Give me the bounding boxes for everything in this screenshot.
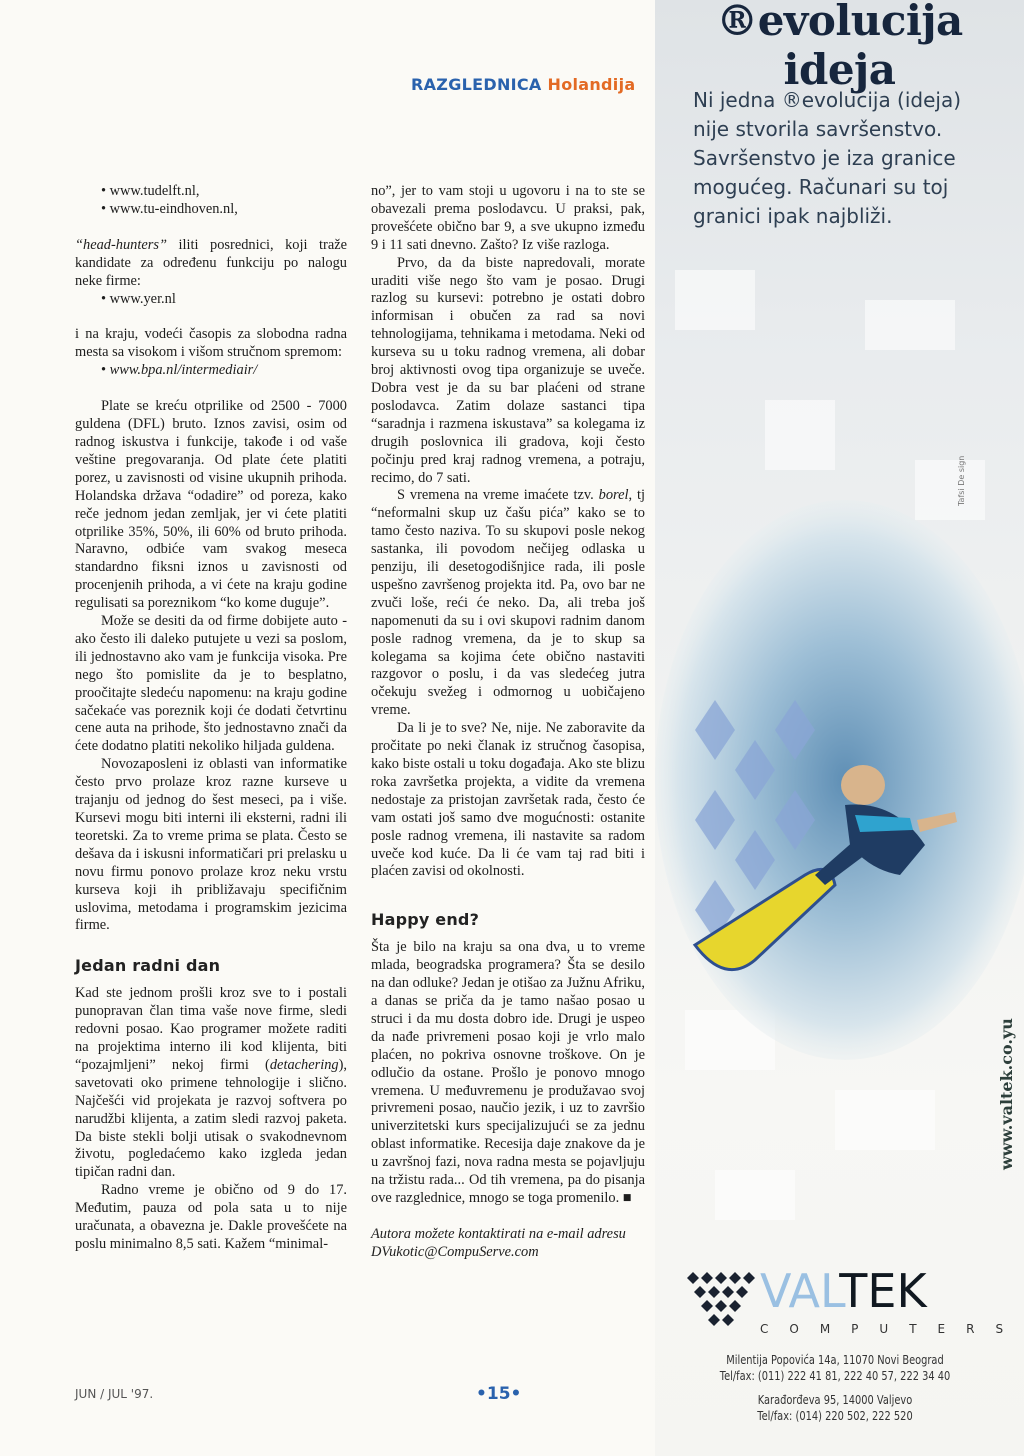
bullet-item: • www.bpa.nl/intermediair/ (101, 362, 258, 379)
advertisement (655, 0, 1024, 1456)
paragraph: Prvo, da da biste napredovali, morate uraditi više nego što vam je posao. Drugi razlog su kursevi: potrebno je ostati dobro informisan i obučen za rad sa novi tehnologijama, tehnikama i metodama. Neki od kurseva su u toku radnog vremena, ali dobar broj aktivnosti ovog tipa organizuje se uveče. Dobra vest je da su bar plaćeni od strane poslodavca. Zatim dolaze sastanci tipa “saradnja i razmena iskustava” sa kolegama iz drugih poslovnica ili gradova, koji često počinju pred kraj radnog vremena, a potraju, recimo, do 7 sati. (371, 254, 645, 486)
valtek-logo-mark (685, 1268, 765, 1328)
valtek-address (670, 1352, 1000, 1424)
paragraph: Može se desiti da od firme dobijete auto - ako često ili daleko putujete u vezi sa poslom, ili jednostavno ako vam je funkcija visoka. Pre nego što pomislite da je to besplatno, proočitajte sledeću napomenu: na kraju godine sačekaće vas poreznik koji će dodati četvrtinu cene auta na prihode, što jednostavno znači da ćete dodatno platiti nekoliko hiljada guldena. (75, 613, 347, 755)
paragraph: i na kraju, vodeći časopis za slobodna radna mesta sa visokom i višom stručnom spremom: (75, 326, 347, 361)
address-line: Tel/fax: (011) 222 41 81, 222 40 57, 222 34 40 (719, 1369, 951, 1383)
subheading: Jedan radni dan (75, 956, 221, 976)
paragraph: Radno vreme je obično od 9 do 17. Međutim, pauza od pola sata u to nije uračunata, a obavezna je. Dakle provešćete na poslu minimalno 8,5 sati. Kažem “minimal- (75, 1182, 347, 1252)
author-contact-label: Autora možete kontaktirati na e-mail adresu (371, 1225, 626, 1242)
issue-date: JUN / JUL '97. (75, 1387, 154, 1401)
paragraph: Novozaposleni iz oblasti van informatike često prvo prolaze kroz razne kurseve u trajanju od jednog do šest meseci, pa i više. Kursevi mogu biti interni ili eksterni, radni ili teoretski. Za to vreme prima se plata. Često se dešava da i iskusni informatičari pri prelasku u novu firmu ponovo prolaze kroz neku vrstu kurseva koji ih približavaju specifičnim uslovima, metodama i programskim jezicima firme. (75, 756, 347, 934)
author-email: DVukotic@CompuServe.com (371, 1243, 539, 1260)
paragraph: “head-hunters” iliti posrednici, koji traže kandidate za određenu funkciju po nalogu neke firme: (75, 236, 347, 289)
valtek-wordmark: VALTEK (760, 1264, 927, 1318)
address-line: Milentija Popovića 14a, 11070 Novi Beograd (726, 1353, 944, 1367)
bullet-item: • www.tudelft.nl, (101, 183, 200, 199)
paragraph: S vremena na vreme imaćete tzv. borel, tj “neformalni skup uz čašu pića” kako se to tamo često naziva. To su skupovi posle nekog sastanka, ili povodom nečijeg odlaska u penziju, ili desetogodišnjice rada, ili posle uspešno završenog projekta itd. Pa, ovo bar ne zvuči loše, reći će neko. Da, ali treba još napomenuti da su i ovi skupovi radnim danom posle radnog vremena, da je to skup sa kolegama sa kojima ćete obično nastaviti razgovor o poslu, i da vas sledećeg jutra očekuju svežeg i odmornog u uobičajeno vreme. (371, 487, 645, 719)
wave-splash (655, 500, 1024, 1060)
paragraph: no”, jer to vam stoji u ugovoru i na to ste se obavezali prema poslodavcu. U praksi, pak, provešćete obično bar 9, a sve ukupno između 9 i 11 sati dnevno. Zašto? Iz više razloga. (371, 183, 645, 253)
bullet-item: • www.yer.nl (101, 290, 176, 307)
article-column-2 (371, 183, 645, 1262)
paragraph: Da li je to sve? Ne, nije. Ne zaboravite da pročitate po neki članak iz stručnog časopisa, kako biste ostali u toku događaja. Ako ste blizu roka završetka projekta, a vidite da vremena nedostaje za pristojan završetak rada, često će vam ostati još samo dve mogućnosti: ostanite posle radnog vremena, ili nastavite sa radom uveče kod kuće. Da li će vam taj rad biti i plaćen zavisi od okolnosti. (371, 720, 645, 880)
section-header (411, 75, 635, 94)
valtek-subtitle: COMPUTERS (760, 1322, 1024, 1336)
section-name: RAZGLEDNICA (411, 75, 542, 94)
section-country: Holandija (547, 75, 636, 94)
ad-website: www.valtek.co.yu (997, 1018, 1016, 1170)
paragraph: Plate se kreću otprilike od 2500 - 7000 guldena (DFL) bruto. Iznos zavisi, osim od radnog iskustva i funkcije, takođe i od vaše veštine pregovaranja. Od plate ćete platiti porez, u zavisnosti od visine ukupnih prihoda. Holandska država “odadire” od poreza, kako reče jednom jedan zemljak, jer vi ćete platiti otprilike 35%, 50%, ili 60% od bruto prihoda. Naravno, odbiće vam svakog meseca standardno fiksni iznos u zavisnosti od procenjenih prihoda, a vi ćete na kraju godine regulisati sa poreznikom “ko kome duguje”. (75, 398, 347, 612)
paragraph: Kad ste jednom prošli kroz sve to i postali punopravan član tima vaše nove firme, sledi redovni posao. Kao programer možete raditi na projektima interno ili kod klijenta, biti “pozajmljeni” nekoj firmi (detachering), savetovati oko primene tehnologije i slično. Najčešći vid projekata je razvoj softvera po narudžbi klijenta, a zatim sledi razvoj paketa. Da biste stekli bolji utisak o svakodnevnom životu, pogledaćemo kako izgleda jedan tipičan radni dan. (75, 985, 347, 1181)
address-line: Karađorđeva 95, 14000 Valjevo (757, 1393, 913, 1407)
bullet-item: • www.tu-eindhoven.nl, (101, 200, 238, 217)
ad-tagline: Ni jedna ®evolucija (ideja) nije stvorila savršenstvo. Savršenstvo je iza granice mogućeg. Računari su toj granici ipak najbliži. (693, 88, 962, 228)
address-line: Tel/fax: (014) 220 502, 222 520 (757, 1409, 913, 1423)
subheading: Happy end? (371, 910, 480, 930)
article-column-1 (75, 183, 347, 1254)
ad-title: ®evolucija ideja (716, 0, 963, 94)
page-number: •15• (476, 1384, 522, 1404)
paragraph: Šta je bilo na kraju sa ona dva, u to vreme mlada, beogradska programera? Šta se desilo na dan odluke? Jedan je otišao za Južnu Afriku, a danas se priča da je tamo našao posao u struci i da mu dosta dobro ide. Drugi je uspeo da nađe privremeni posao koji je vrlo malo plaćen, no pokriva osnovne troškove. On je odlučio da ostane. Prošlo je ponovo mnogo vremena. U međuvremenu je produžavao svoj privremeni posao, naučio jezik, i uz to završio univerzitetski kurs specijalizujući se za jednu oblast informatike. Recesija daje znakove da je u završnoj fazi, nova radna mesta se pojavljuju na tržistu rada... Od tih vremena, pa do pisanja ove razglednice, mnogo se toga promenilo. ■ (371, 939, 645, 1206)
photo-credit: Tafsi De sign (957, 455, 966, 506)
